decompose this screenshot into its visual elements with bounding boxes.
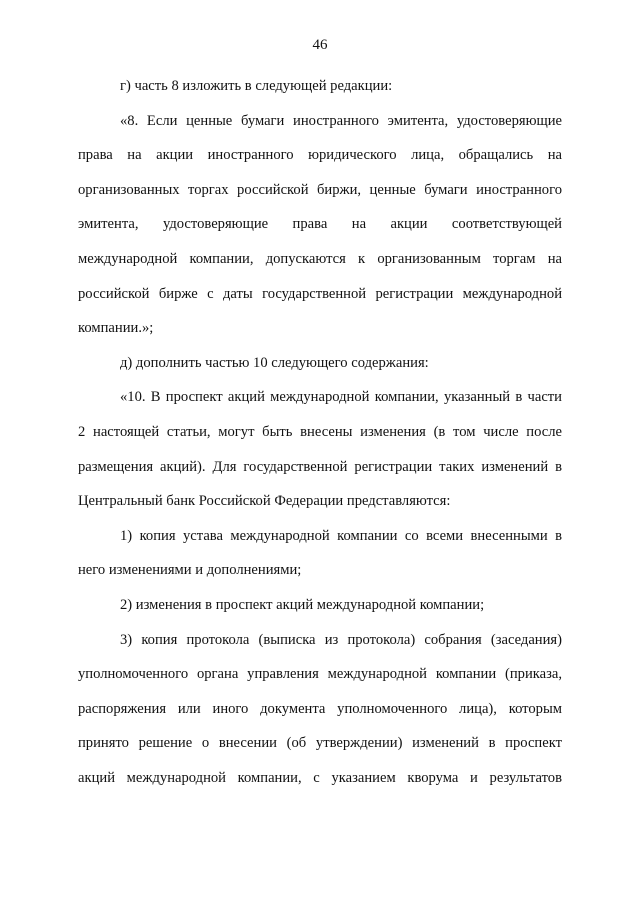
text-line: распоряжения или иного документа уполномоченного лица), которым — [78, 700, 562, 717]
text-line: 2 настоящей статьи, могут быть внесены изменения (в том числе после — [78, 423, 562, 440]
text-line: г) часть 8 изложить в следующей редакции: — [120, 78, 393, 94]
text-line: компании.»; — [78, 320, 154, 337]
text-line: размещения акций). Для государственной регистрации таких изменений в — [78, 458, 562, 475]
text-line: права на акции иностранного юридического лица, обращались на — [78, 147, 562, 164]
text-line: 3) копия протокола (выписка из протокола) собрания (заседания) — [120, 631, 562, 648]
text-line: эмитента, удостоверяющие права на акции соответствующей — [78, 216, 562, 233]
page-number: 46 — [312, 37, 328, 53]
text-line: Центральный банк Российской Федерации представляются: — [78, 493, 451, 510]
document-text — [78, 69, 562, 795]
text-line: него изменениями и дополнениями; — [78, 562, 302, 579]
text-line: международной компании, допускаются к организованным торгам на — [78, 250, 562, 267]
text-line: принято решение о внесении (об утверждении) изменений в проспект — [78, 735, 562, 752]
text-line: 1) копия устава международной компании со всеми внесенными в — [120, 527, 562, 544]
text-line: «10. В проспект акций международной компании, указанный в части — [120, 389, 562, 406]
text-line: российской бирже с даты государственной регистрации международной — [78, 285, 562, 302]
text-line: уполномоченного органа управления международной компании (приказа, — [78, 666, 562, 683]
text-line: д) дополнить частью 10 следующего содержания: — [120, 354, 429, 371]
text-line: «8. Если ценные бумаги иностранного эмитента, удостоверяющие — [120, 112, 562, 129]
text-line: акций международной компании, с указанием кворума и результатов — [78, 769, 562, 786]
text-line: 2) изменения в проспект акций международной компании; — [120, 596, 485, 613]
text-line: организованных торгах российской биржи, ценные бумаги иностранного — [78, 181, 562, 198]
